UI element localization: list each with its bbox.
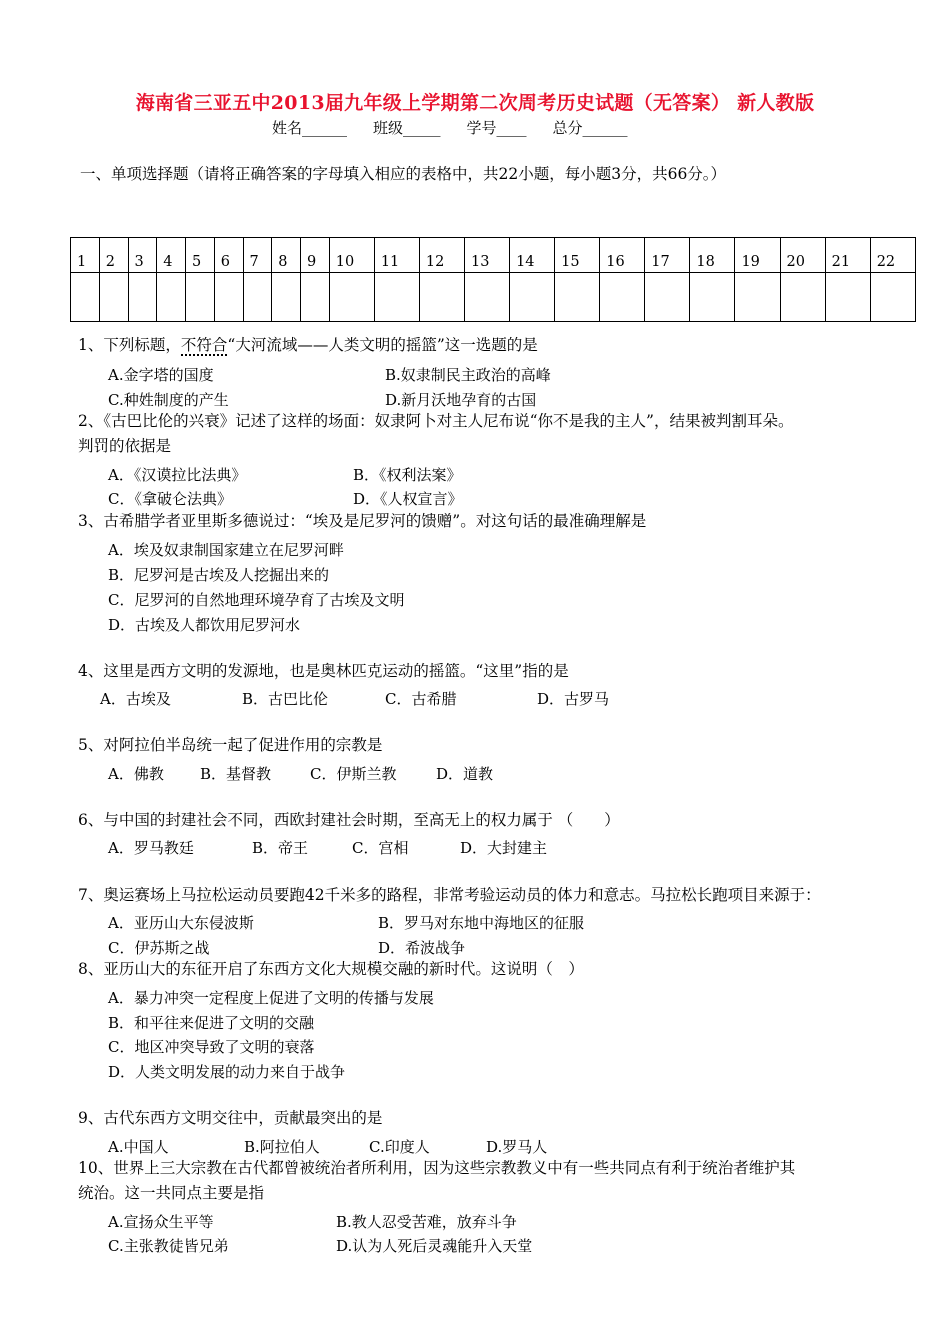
question-2-option-a[interactable]: A．《汉谟拉比法典》 xyxy=(108,466,247,484)
question-5-option-d[interactable]: D．道教 xyxy=(436,765,494,783)
question-6-stem: 6、与中国的封建社会不同，西欧封建社会时期，至高无上的权力属于 （ ） xyxy=(78,811,620,829)
answer-number-row xyxy=(71,238,916,273)
answer-number: 10 xyxy=(329,238,374,273)
answer-cell[interactable] xyxy=(825,273,870,322)
question-2-stem-line1: 2、《古巴比伦的兴衰》记述了这样的场面：奴隶阿卜对主人尼布说“你不是我的主人”，结果被判割耳朵。 xyxy=(78,412,794,430)
answer-number: 5 xyxy=(186,238,215,273)
question-8-option-b[interactable]: B．和平往来促进了文明的交融 xyxy=(108,1014,315,1032)
answer-cell[interactable] xyxy=(272,273,301,322)
question-4-option-a[interactable]: A．古埃及 xyxy=(100,690,171,708)
answer-cell[interactable] xyxy=(186,273,215,322)
question-1-option-a[interactable]: A.金字塔的国度 xyxy=(108,366,214,384)
question-1-stem-part: “大河流域——人类文明的摇篮”这一选题的是 xyxy=(227,336,538,354)
question-7-option-d[interactable]: D．希波战争 xyxy=(378,939,466,957)
answer-cell[interactable] xyxy=(243,273,272,322)
score-field[interactable]: 总分______ xyxy=(552,119,628,137)
answer-number: 13 xyxy=(464,238,509,273)
question-4-stem: 4、这里是西方文明的发源地，也是奥林匹克运动的摇篮。“这里”指的是 xyxy=(78,662,569,680)
answer-cell[interactable] xyxy=(329,273,374,322)
question-7-option-c[interactable]: C．伊苏斯之战 xyxy=(108,939,210,957)
answer-number: 9 xyxy=(301,238,330,273)
answer-cell[interactable] xyxy=(780,273,825,322)
question-6-option-b[interactable]: B．帝王 xyxy=(252,839,309,857)
question-9-option-c[interactable]: C.印度人 xyxy=(369,1138,430,1156)
number-field[interactable]: 学号____ xyxy=(466,119,527,137)
question-1-emphasis: 不符合 xyxy=(180,336,228,354)
question-10-stem-line2: 统治。这一共同点主要是指 xyxy=(78,1184,265,1202)
class-field[interactable]: 班级_____ xyxy=(373,119,441,137)
question-6-option-d[interactable]: D．大封建主 xyxy=(460,839,548,857)
question-4-option-d[interactable]: D．古罗马 xyxy=(537,690,610,708)
question-5-stem: 5、对阿拉伯半岛统一起了促进作用的宗教是 xyxy=(78,736,383,754)
question-7-stem: 7、奥运赛场上马拉松运动员要跑42千米多的路程，非常考验运动员的体力和意志。马拉松长跑项目来源于： xyxy=(78,886,821,904)
question-3-stem: 3、古希腊学者亚里斯多德说过：“埃及是尼罗河的馈赠”。对这句话的最准确理解是 xyxy=(78,512,647,530)
question-2-stem-line2: 判罚的依据是 xyxy=(78,437,172,455)
question-8-option-d[interactable]: D．人类文明发展的动力来自于战争 xyxy=(108,1063,346,1081)
answer-number: 17 xyxy=(645,238,690,273)
answer-cell[interactable] xyxy=(464,273,509,322)
name-field[interactable]: 姓名______ xyxy=(272,119,348,137)
question-2-option-c[interactable]: C．《拿破仑法典》 xyxy=(108,490,232,508)
answer-number: 1 xyxy=(71,238,100,273)
answer-cell[interactable] xyxy=(214,273,243,322)
question-4-option-b[interactable]: B．古巴比伦 xyxy=(242,690,329,708)
question-3-option-a[interactable]: A．埃及奴隶制国家建立在尼罗河畔 xyxy=(108,541,344,559)
question-1-option-b[interactable]: B.奴隶制民主政治的高峰 xyxy=(385,366,551,384)
question-1-option-c[interactable]: C.种姓制度的产生 xyxy=(108,391,229,409)
question-6-option-c[interactable]: C．宫相 xyxy=(352,839,409,857)
answer-number: 2 xyxy=(99,238,128,273)
answer-number: 6 xyxy=(214,238,243,273)
answer-number: 20 xyxy=(780,238,825,273)
question-6-option-a[interactable]: A．罗马教廷 xyxy=(108,839,194,857)
answer-number: 4 xyxy=(157,238,186,273)
question-1-option-d[interactable]: D.新月沃地孕育的古国 xyxy=(385,391,537,409)
question-10-option-d[interactable]: D.认为人死后灵魂能升入天堂 xyxy=(336,1237,533,1255)
answer-cell[interactable] xyxy=(301,273,330,322)
question-2-option-d[interactable]: D．《人权宣言》 xyxy=(353,490,463,508)
question-9-stem: 9、古代东西方文明交往中，贡献最突出的是 xyxy=(78,1109,383,1127)
answer-number: 14 xyxy=(510,238,555,273)
answer-number: 16 xyxy=(600,238,645,273)
answer-number: 19 xyxy=(735,238,780,273)
answer-number: 22 xyxy=(870,238,915,273)
question-7-option-b[interactable]: B．罗马对东地中海地区的征服 xyxy=(378,914,585,932)
question-10-stem-line1: 10、世界上三大宗教在古代都曾被统治者所利用，因为这些宗教教义中有一些共同点有利于统治者维护其 xyxy=(78,1159,796,1177)
question-1-stem xyxy=(78,334,538,357)
question-10-option-a[interactable]: A.宣扬众生平等 xyxy=(108,1213,214,1231)
question-5-option-c[interactable]: C．伊斯兰教 xyxy=(310,765,397,783)
exam-title: 海南省三亚五中2013届九年级上学期第二次周考历史试题（无答案） 新人教版 xyxy=(135,92,815,114)
answer-number: 18 xyxy=(690,238,735,273)
section-instruction: 一、单项选择题（请将正确答案的字母填入相应的表格中，共22小题，每小题3分，共66分。） xyxy=(80,165,727,183)
question-5-option-b[interactable]: B．基督教 xyxy=(200,765,272,783)
answer-cell[interactable] xyxy=(555,273,600,322)
question-10-option-c[interactable]: C.主张教徒皆兄弟 xyxy=(108,1237,229,1255)
answer-cell[interactable] xyxy=(157,273,186,322)
question-3-option-d[interactable]: D．古埃及人都饮用尼罗河水 xyxy=(108,616,301,634)
question-8-option-c[interactable]: C．地区冲突导致了文明的衰落 xyxy=(108,1038,315,1056)
answer-table xyxy=(70,237,916,322)
question-9-option-b[interactable]: B.阿拉伯人 xyxy=(244,1138,320,1156)
answer-cell[interactable] xyxy=(690,273,735,322)
answer-number: 21 xyxy=(825,238,870,273)
answer-cell[interactable] xyxy=(510,273,555,322)
question-2-option-b[interactable]: B．《权利法案》 xyxy=(353,466,462,484)
question-8-stem: 8、亚历山大的东征开启了东西方文化大规模交融的新时代。这说明（ ） xyxy=(78,960,584,978)
question-8-option-a[interactable]: A．暴力冲突一定程度上促进了文明的传播与发展 xyxy=(108,989,434,1007)
question-9-option-d[interactable]: D.罗马人 xyxy=(486,1138,548,1156)
question-4-option-c[interactable]: C．古希腊 xyxy=(385,690,457,708)
answer-number: 8 xyxy=(272,238,301,273)
answer-cell[interactable] xyxy=(419,273,464,322)
answer-blank-row xyxy=(71,273,916,322)
answer-number: 12 xyxy=(419,238,464,273)
question-10-option-b[interactable]: B.教人忍受苦难，放弃斗争 xyxy=(336,1213,517,1231)
answer-cell[interactable] xyxy=(645,273,690,322)
answer-cell[interactable] xyxy=(99,273,128,322)
question-3-option-b[interactable]: B．尼罗河是古埃及人挖掘出来的 xyxy=(108,566,330,584)
answer-cell[interactable] xyxy=(71,273,100,322)
answer-number: 3 xyxy=(128,238,157,273)
question-3-option-c[interactable]: C．尼罗河的自然地理环境孕育了古埃及文明 xyxy=(108,591,405,609)
answer-cell[interactable] xyxy=(128,273,157,322)
answer-cell[interactable] xyxy=(374,273,419,322)
question-7-option-a[interactable]: A．亚历山大东侵波斯 xyxy=(108,914,254,932)
answer-cell[interactable] xyxy=(870,273,915,322)
answer-number: 7 xyxy=(243,238,272,273)
question-1-stem-part: 1、下列标题， xyxy=(78,336,181,354)
answer-cell[interactable] xyxy=(735,273,780,322)
student-info-fields xyxy=(272,117,654,138)
question-5-option-a[interactable]: A．佛教 xyxy=(108,765,164,783)
answer-number: 11 xyxy=(374,238,419,273)
answer-cell[interactable] xyxy=(600,273,645,322)
question-9-option-a[interactable]: A.中国人 xyxy=(108,1138,169,1156)
answer-number: 15 xyxy=(555,238,600,273)
